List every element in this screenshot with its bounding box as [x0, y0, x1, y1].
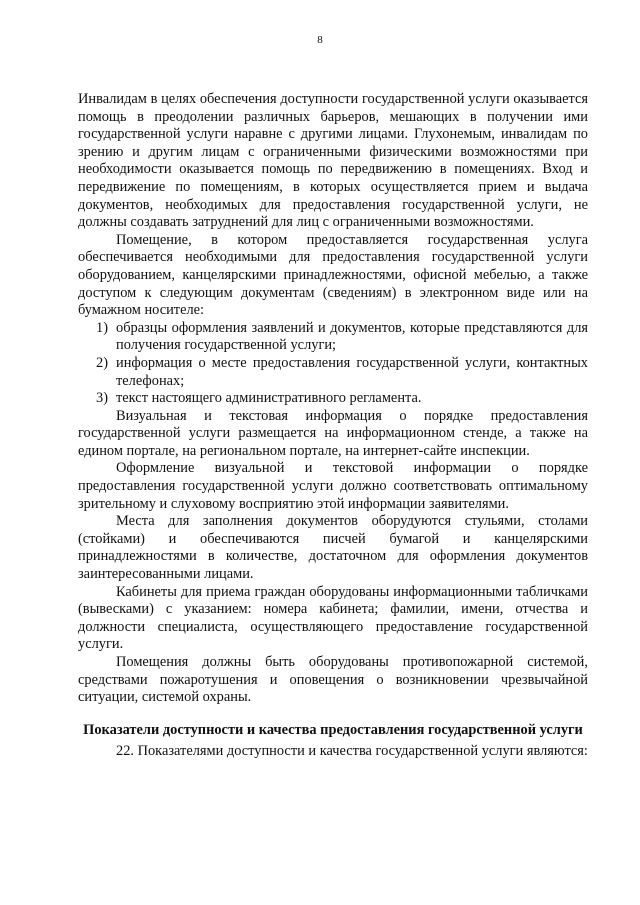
paragraph-accessibility-assistance: Инвалидам в целях обеспечения доступности государственной услуги оказывается помощь в преодолении различных барьеров, мешающих в получении ими государственной услуги наравне с другими лицами. Глухонемым, инвалидам по зрению и другим лицам с ограниченными физическими возможностями при необходимости оказывается помощь по передвижению в помещениях. Вход и передвижение по помещениям, в которых осуществляется прием и выдача документов, необходимых для предоставления государственной услуги, не должны создавать затруднений для лиц с ограниченными возможностями. [78, 91, 588, 231]
list-item-text: текст настоящего административного регламента. [116, 390, 422, 407]
paragraph-premises-equipment: Помещение, в котором предоставляется государственная услуга обеспечивается необходимыми для предоставления государственной услуги оборудованием, канцелярскими принадлежностями, офисной мебелью, а также доступом к следующим документам (сведениям) в электронном виде или на бумажном носителе: [78, 231, 588, 319]
list-item [96, 354, 588, 390]
paragraph-fire-safety: Помещения должны быть оборудованы противопожарной системой, средствами пожаротушения и оповещения о возникновении чрезвычайной ситуации, системой охраны. [78, 654, 588, 706]
paragraph-visual-info: Визуальная и текстовая информация о порядке предоставления государственной услуги размещается на информационном стенде, а также на едином портале, на региональном портале, на интернет-сайте инспекции. [78, 407, 588, 459]
page-content [78, 91, 588, 760]
list-item-number: 3) [96, 390, 108, 407]
paragraph-offices: Кабинеты для приема граждан оборудованы информационными табличками (вывесками) с указанием: номера кабинета; фамилии, имени, отчества и должности специалиста, осуществляющего предоставление государственной услуги. [78, 583, 588, 653]
list-item [96, 319, 588, 355]
paragraph-filling-places: Места для заполнения документов оборудуются стульями, столами (стойками) и обеспечиваются писчей бумагой и канцелярскими принадлежностями в количестве, достаточном для оформления документов заинтересованными лицами. [78, 513, 588, 583]
list-item-text: информация о месте предоставления государственной услуги, контактных телефонах; [116, 354, 588, 389]
list-item-number: 1) [96, 319, 108, 336]
page-number: 8 [317, 34, 323, 46]
paragraph-info-design: Оформление визуальной и текстовой информации о порядке предоставления государственной услуги должно соответствовать оптимальному зрительному и слуховому восприятию этой информации заявителями. [78, 460, 588, 512]
list-item-number: 2) [96, 354, 108, 371]
paragraph-indicators: 22. Показателями доступности и качества государственной услуги являются: [116, 742, 588, 759]
list-item-text: образцы оформления заявлений и документов, которые представляются для получения государственной услуги; [116, 319, 588, 354]
section-heading: Показатели доступности и качества предоставления государственной услуги [83, 721, 583, 738]
list-item [96, 390, 588, 408]
documents-list [78, 320, 588, 408]
